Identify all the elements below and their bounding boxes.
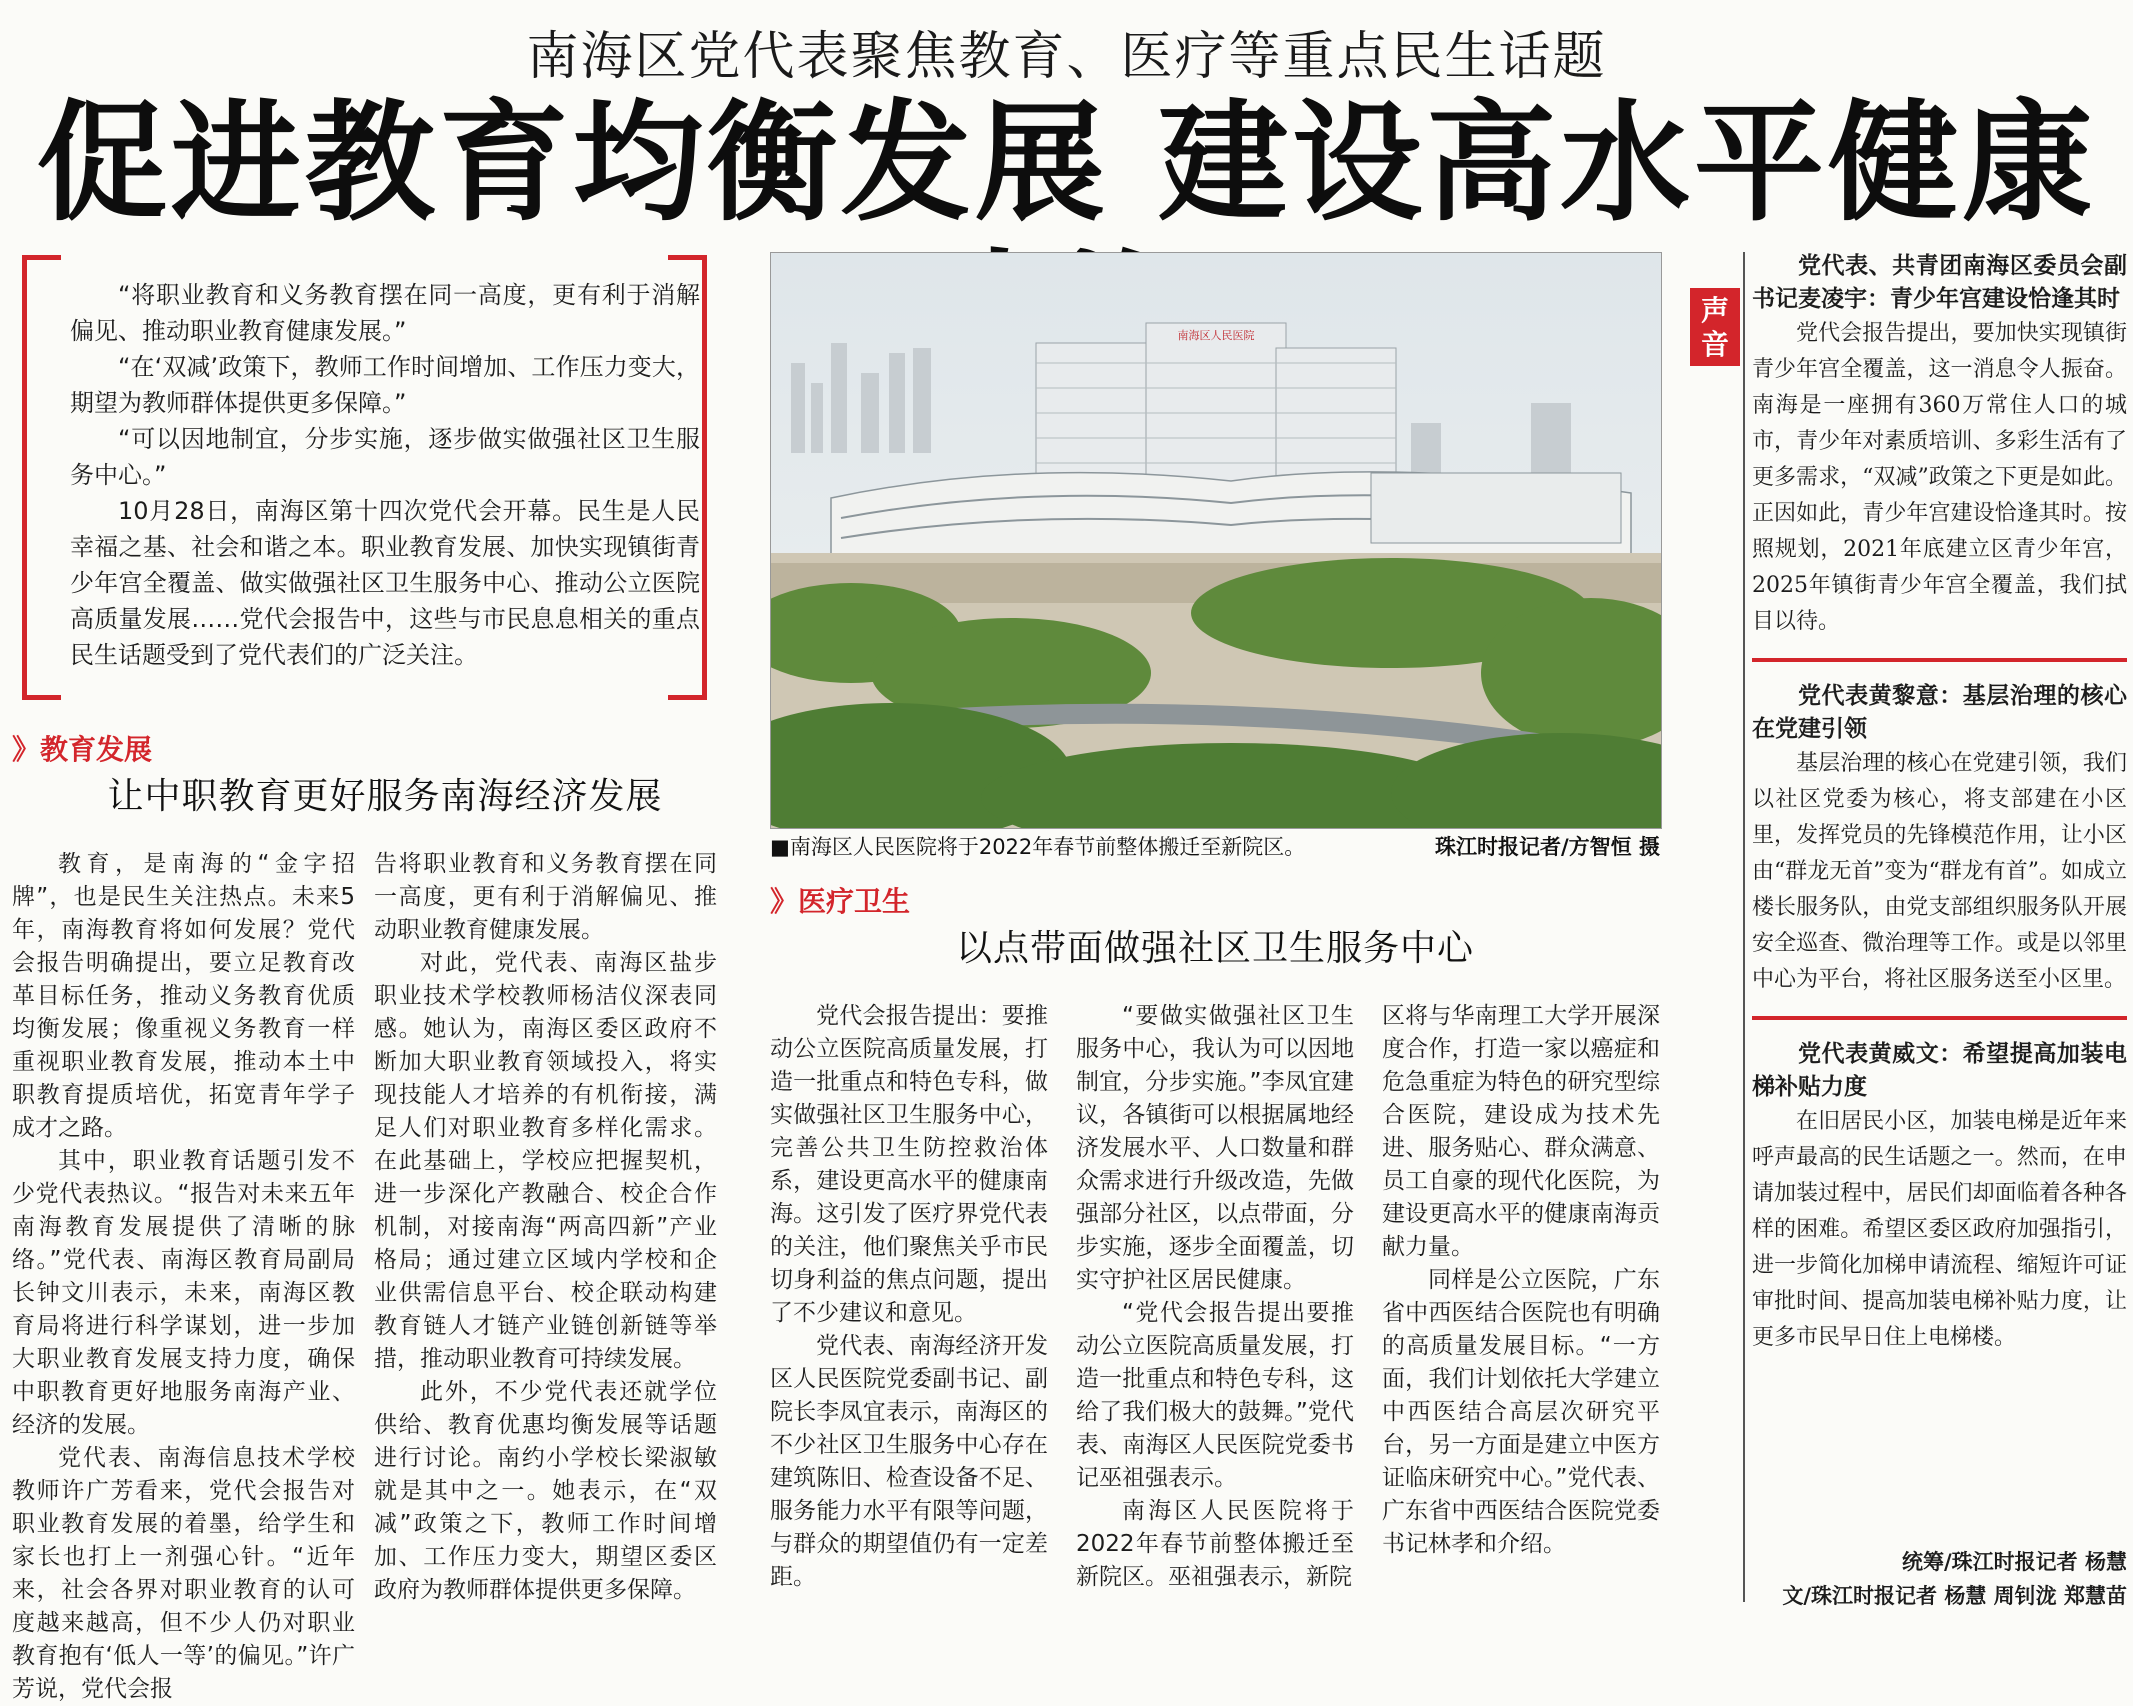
intro-box <box>22 255 707 700</box>
left-bracket <box>22 255 61 700</box>
article-paragraph: 区将与华南理工大学开展深度合作，打造一家以癌症和危急重症为特色的研究型综合医院，建设成为技术先进、服务贴心、群众满意、员工自豪的现代化医院，为建设更高水平的健康南海贡献力量。 <box>1382 1003 1660 1260</box>
health-column-1 <box>770 1000 1048 1594</box>
intro-paragraph: “在‘双减’政策下，教师工作时间增加、工作压力变大，期望为教师群体提供更多保障。” <box>70 353 700 417</box>
intro-paragraph: “可以因地制宜，分步实施，逐步做实做强社区卫生服务中心。” <box>70 425 700 489</box>
hospital-sign: 南海区人民医院 <box>1177 329 1255 342</box>
health-section-title: 以点带面做强社区卫生服务中心 <box>955 928 1474 969</box>
photo-caption-row <box>770 831 1660 861</box>
sidebar-item-body: 党代会报告提出，要加快实现镇街青少年宫全覆盖，这一消息令人振奋。南海是一座拥有360万常住人口的城市，青少年对素质培训、多彩生活有了更多需求，“双减”政策之下更是如此。正因如此，青少年宫建设恰逢其时。按照规划，2021年底建立区青少年宫，2025年镇街青少年宫全覆盖，我们拭目以待。 <box>1752 321 2127 634</box>
article-paragraph: “要做实做强社区卫生服务中心，我认为可以因地制宜，分步实施。”李凤宜建议，各镇街可以根据属地经济发展水平、人口数量和群众需求进行升级改造，先做强部分社区，以点带面，分步实施，逐步全面覆盖，切实守护社区居民健康。 <box>1076 1003 1354 1293</box>
sidebar-rule <box>1752 1016 2127 1020</box>
sidebar-item-heading: 党代表黄黎意：基层治理的核心在党建引领 <box>1752 683 2127 742</box>
intro-paragraph: 10月28日，南海区第十四次党代会开幕。民生是人民幸福之基、社会和谐之本。职业教育发展、加快实现镇街青少年宫全覆盖、做实做强社区卫生服务中心、推动公立医院高质量发展……党代会报告中，这些与市民息息相关的重点民生话题受到了党代表们的广泛关注。 <box>70 497 700 669</box>
hospital-illustration <box>771 253 1661 828</box>
byline-coordinator: 统筹/珠江时报记者 杨慧 <box>1902 1550 2127 1574</box>
article-paragraph: 此外，不少党代表还就学位供给、教育优惠均衡发展等话题进行讨论。南约小学校长梁淑敏就是其中之一。她表示，在“双减”政策之下，教师工作时间增加、工作压力变大，期望区委区政府为教师群体提供更多保障。 <box>374 1379 717 1603</box>
education-column-2 <box>374 848 717 1607</box>
sidebar-item <box>1752 250 2127 640</box>
sidebar-item-body: 基层治理的核心在党建引领，我们以社区党委为核心，将支部建在小区里，发挥党员的先锋模范作用，让小区由“群龙无首”变为“群龙有首”。如成立楼长服务队，由党支部组织服务队开展安全巡查、微治理等工作。或是以邻里中心为平台，将社区服务送至小区里。 <box>1752 751 2127 992</box>
education-section-title: 让中职教育更好服务南海经济发展 <box>107 776 663 817</box>
article-paragraph: “党代会报告提出要推动公立医院高质量发展，打造一批重点和特色专科，这给了我们极大的鼓舞。”党代表、南海区人民医院党委书记巫祖强表示。 <box>1076 1300 1354 1491</box>
sidebar <box>1752 250 2127 1356</box>
photo-caption: ■南海区人民医院将于2022年春节前整体搬迁至新院区。 <box>770 835 1306 859</box>
article-paragraph: 同样是公立医院，广东省中西医结合医院也有明确的高质量发展目标。“一方面，我们计划依托大学建立中西医结合高层次研究平台，另一方面是建立中医方证临床研究中心。”党代表、广东省中西医结合医院党委书记林孝和介绍。 <box>1382 1267 1660 1557</box>
health-column-2 <box>1076 1000 1354 1594</box>
sidebar-voice-tab: 声音 <box>1690 288 1740 366</box>
article-subtitle: 南海区党代表聚焦教育、医疗等重点民生话题 <box>526 27 1607 87</box>
hospital-photo <box>770 252 1662 829</box>
article-paragraph: 对此，党代表、南海区盐步职业技术学校教师杨洁仪深表同感。她认为，南海区委区政府不断加大职业教育领域投入，将实现技能人才培养的有机衔接，满足人们对职业教育多样化需求。在此基础上，学校应把握契机，进一步深化产教融合、校企合作机制，对接南海“两高四新”产业格局；通过建立区域内学校和企业供需信息平台、校企联动构建教育链人才链产业链创新链等举措，推动职业教育可持续发展。 <box>374 950 717 1372</box>
article-paragraph: 党代会报告提出：要推动公立医院高质量发展，打造一批重点和特色专科，做实做强社区卫生服务中心，完善公共卫生防控救治体系，建设更高水平的健康南海。这引发了医疗界党代表的关注，他们聚焦关乎市民切身利益的焦点问题，提出了不少建议和意见。 <box>770 1003 1048 1326</box>
intro-text <box>70 277 700 673</box>
health-section-tag: 》医疗卫生 <box>770 885 911 918</box>
bylines <box>1752 1545 2127 1613</box>
sidebar-item-heading: 党代表黄威文：希望提高加装电梯补贴力度 <box>1752 1041 2127 1100</box>
photo-credit: 珠江时报记者/方智恒 摄 <box>1435 835 1660 859</box>
sidebar-divider <box>1743 252 1745 1602</box>
article-paragraph: 其中，职业教育话题引发不少党代表热议。“报告对未来五年南海教育发展提供了清晰的脉络。”党代表、南海区教育局副局长钟文川表示，未来，南海区教育局将进行科学谋划，进一步加大职业教育发展支持力度，确保中职教育更好地服务南海产业、经济的发展。 <box>12 1148 355 1438</box>
sidebar-item-heading: 党代表、共青团南海区委员会副书记麦凌宇：青少年宫建设恰逢其时 <box>1752 253 2127 312</box>
education-column-1 <box>12 848 355 1706</box>
byline-authors: 文/珠江时报记者 杨慧 周钊泷 郑慧苗 <box>1782 1584 2127 1608</box>
education-section-tag: 》教育发展 <box>12 733 153 766</box>
intro-paragraph: “将职业教育和义务教育摆在同一高度，更有利于消解偏见、推动职业教育健康发展。” <box>70 281 700 345</box>
article-paragraph: 党代表、南海经济开发区人民医院党委副书记、副院长李凤宜表示，南海区的不少社区卫生服务中心存在建筑陈旧、检查设备不足、服务能力水平有限等问题，与群众的期望值仍有一定差距。 <box>770 1333 1048 1590</box>
article-paragraph: 告将职业教育和义务教育摆在同一高度，更有利于消解偏见、推动职业教育健康发展。 <box>374 851 717 943</box>
sidebar-item-body: 在旧居民小区，加装电梯是近年来呼声最高的民生话题之一。然而，在申请加装过程中，居民们却面临着各种各样的困难。希望区委区政府加强指引，进一步简化加梯申请流程、缩短许可证审批时间、提高加装电梯补贴力度，让更多市民早日住上电梯楼。 <box>1752 1109 2127 1350</box>
article-paragraph: 党代表、南海信息技术学校教师许广芳看来，党代会报告对职业教育发展的着墨，给学生和家长也打上一剂强心针。“近年来，社会各界对职业教育的认可度越来越高，但不少人仍对职业教育抱有‘低人一等’的偏见。”许广芳说，党代会报 <box>12 1445 355 1702</box>
article-headline: 促进教育均衡发展 建设高水平健康 <box>36 87 2097 239</box>
health-column-3 <box>1382 1000 1660 1561</box>
sidebar-item <box>1752 680 2127 998</box>
article-paragraph: 南海区人民医院将于2022年春节前整体搬迁至新院区。巫祖强表示，新院 <box>1076 1498 1354 1590</box>
article-paragraph: 教育，是南海的“金字招牌”，也是民生关注热点。未来5年，南海教育将如何发展？党代会报告明确提出，要立足教育改革目标任务，推动义务教育优质均衡发展；像重视义务教育一样重视职业教育发展，推动本土中职教育提质培优，拓宽青年学子成才之路。 <box>12 851 355 1141</box>
sidebar-item <box>1752 1038 2127 1356</box>
sidebar-rule <box>1752 658 2127 662</box>
